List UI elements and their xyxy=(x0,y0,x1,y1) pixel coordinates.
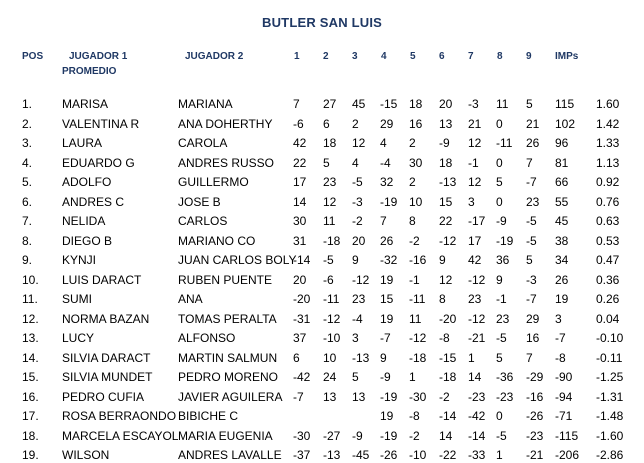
table-row xyxy=(0,252,644,268)
row-round-1-score: -7 xyxy=(293,389,304,404)
row-round-3-score: -12 xyxy=(352,272,370,287)
row-round-4-score: -19 xyxy=(380,428,398,443)
row-round-7-score: -14 xyxy=(468,428,486,443)
row-round-8-score: -19 xyxy=(496,233,514,248)
row-pos: 1. xyxy=(22,97,33,111)
table-row xyxy=(0,369,644,385)
row-pos: 2. xyxy=(22,116,33,131)
row-round-8-score: -36 xyxy=(496,370,514,384)
table-row xyxy=(0,155,644,171)
row-player1: SUMI xyxy=(62,292,92,306)
row-round-4-score: 19 xyxy=(380,311,394,326)
row-imps: -94 xyxy=(555,389,573,404)
row-average: -0.11 xyxy=(596,350,623,365)
row-round-6-score: -22 xyxy=(439,448,457,462)
header-round-6: 6 xyxy=(439,51,445,62)
row-player1: MARCELA ESCAYOL xyxy=(62,428,179,443)
row-round-9-score: -5 xyxy=(526,214,537,228)
row-round-7-score: -21 xyxy=(468,331,486,345)
row-round-7-score: -42 xyxy=(468,409,486,423)
row-player1: PEDRO CUFIA xyxy=(62,389,145,404)
row-round-7-score: 12 xyxy=(468,136,482,150)
row-round-9-score: 5 xyxy=(526,253,533,267)
header-round-7: 7 xyxy=(468,51,474,62)
row-round-9-score: 16 xyxy=(526,331,540,345)
row-round-9-score: -7 xyxy=(526,175,537,189)
row-round-5-score: 18 xyxy=(409,97,423,111)
row-round-1-score: -37 xyxy=(293,448,311,462)
row-round-6-score: 9 xyxy=(439,253,446,267)
row-round-4-score: -19 xyxy=(380,389,398,404)
row-round-6-score: -20 xyxy=(439,311,457,326)
row-round-7-score: 12 xyxy=(468,175,482,189)
row-player1: EDUARDO G xyxy=(62,155,135,170)
row-round-6-score: -8 xyxy=(439,331,450,345)
row-round-3-score: 23 xyxy=(352,292,366,306)
row-round-8-score: -9 xyxy=(496,214,507,228)
row-round-3-score: -3 xyxy=(352,194,363,209)
row-round-1-score: 30 xyxy=(293,214,307,228)
row-round-5-score: -8 xyxy=(409,409,420,423)
row-round-4-score: 4 xyxy=(380,136,387,150)
row-player1: KYNJI xyxy=(62,253,97,267)
row-round-9-score: -16 xyxy=(526,389,544,404)
header-player2: JUGADOR 2 xyxy=(185,51,244,62)
table-row xyxy=(0,194,644,210)
header-pos: POS xyxy=(22,51,44,62)
row-round-5-score: -12 xyxy=(409,331,427,345)
row-player2: CAROLA xyxy=(178,136,228,150)
row-round-2-score: 6 xyxy=(323,116,330,131)
row-round-6-score: -9 xyxy=(439,136,450,150)
row-round-9-score: 26 xyxy=(526,136,540,150)
row-round-1-score: 31 xyxy=(293,233,307,248)
row-imps: -206 xyxy=(555,448,580,462)
row-imps: 34 xyxy=(555,253,569,267)
row-round-6-score: 22 xyxy=(439,214,453,228)
row-round-9-score: -29 xyxy=(526,370,544,384)
row-round-7-score: 42 xyxy=(468,253,482,267)
row-round-8-score: -11 xyxy=(496,136,513,150)
row-round-3-score: 20 xyxy=(352,233,366,248)
row-round-1-score: -14 xyxy=(293,253,311,267)
header-round-5: 5 xyxy=(410,51,416,62)
row-round-8-score: 0 xyxy=(496,194,503,209)
row-round-4-score: 26 xyxy=(380,233,394,248)
row-average: -1.48 xyxy=(596,409,624,423)
row-round-8-score: 0 xyxy=(496,155,503,170)
row-round-5-score: 11 xyxy=(409,311,422,326)
row-round-1-score: -31 xyxy=(293,311,311,326)
row-round-4-score: 19 xyxy=(380,409,394,423)
row-round-5-score: 2 xyxy=(409,136,416,150)
header-round-1: 1 xyxy=(294,51,300,62)
row-round-3-score: 13 xyxy=(352,389,366,404)
row-player1: MARISA xyxy=(62,97,109,111)
row-round-3-score: -13 xyxy=(352,350,370,365)
row-round-1-score: 17 xyxy=(293,175,307,189)
table-row xyxy=(0,428,644,444)
row-round-4-score: -9 xyxy=(380,370,391,384)
row-round-5-score: -2 xyxy=(409,428,420,443)
row-round-1-score: 22 xyxy=(293,155,307,170)
row-pos: 12. xyxy=(22,311,39,326)
row-player1: DIEGO B xyxy=(62,233,113,248)
row-imps: -8 xyxy=(555,350,566,365)
row-round-8-score: 9 xyxy=(496,272,503,287)
row-player2: ANDRES RUSSO xyxy=(178,155,275,170)
table-row xyxy=(0,350,644,366)
row-round-1-score: 14 xyxy=(293,194,307,209)
row-round-7-score: -12 xyxy=(468,311,486,326)
row-round-9-score: 7 xyxy=(526,155,533,170)
row-round-8-score: -5 xyxy=(496,331,507,345)
row-average: 0.76 xyxy=(596,194,620,209)
row-round-3-score: -5 xyxy=(352,175,363,189)
row-round-5-score: -1 xyxy=(409,272,420,287)
row-player1: ANDRES C xyxy=(62,194,125,209)
row-round-4-score: 7 xyxy=(380,214,387,228)
row-average: 1.33 xyxy=(596,136,620,150)
row-round-1-score: -30 xyxy=(293,428,311,443)
row-average: 0.36 xyxy=(596,272,620,287)
row-round-6-score: 8 xyxy=(439,292,446,306)
row-imps: 38 xyxy=(555,233,569,248)
row-round-6-score: -15 xyxy=(439,350,457,365)
row-player2: RUBEN PUENTE xyxy=(178,272,273,287)
row-player1: WILSON xyxy=(62,448,110,462)
row-round-4-score: -32 xyxy=(380,253,398,267)
row-round-9-score: 29 xyxy=(526,311,540,326)
row-round-1-score: 6 xyxy=(293,350,300,365)
table-row xyxy=(0,408,644,424)
table-row xyxy=(0,311,644,327)
row-round-7-score: 1 xyxy=(468,350,475,365)
table-row xyxy=(0,233,644,249)
row-average: 1.42 xyxy=(596,116,620,131)
row-average: 0.53 xyxy=(596,233,620,248)
row-round-4-score: -26 xyxy=(380,448,398,462)
row-round-2-score: 12 xyxy=(323,194,337,209)
row-player1: NELIDA xyxy=(62,214,106,228)
row-pos: 14. xyxy=(22,350,39,365)
row-round-8-score: 11 xyxy=(496,97,509,111)
row-average: -1.25 xyxy=(596,370,624,384)
row-pos: 13. xyxy=(22,331,39,345)
row-player2: JOSE B xyxy=(178,194,221,209)
row-round-2-score: -18 xyxy=(323,233,341,248)
row-round-3-score: 2 xyxy=(352,116,359,131)
row-round-4-score: 32 xyxy=(380,175,394,189)
row-pos: 18. xyxy=(22,428,39,443)
table-row xyxy=(0,272,644,288)
row-average: -1.31 xyxy=(596,389,624,404)
row-round-3-score: -4 xyxy=(352,311,363,326)
row-round-7-score: -12 xyxy=(468,272,486,287)
row-pos: 6. xyxy=(22,194,33,209)
header-round-8: 8 xyxy=(497,51,503,62)
row-player2: ANDRES LAVALLE xyxy=(178,448,282,462)
row-round-1-score: -6 xyxy=(293,116,304,131)
row-round-1-score: 42 xyxy=(293,136,307,150)
row-pos: 11. xyxy=(22,292,38,306)
row-player1: LAURA xyxy=(62,136,103,150)
row-round-4-score: 19 xyxy=(380,272,394,287)
row-round-7-score: 3 xyxy=(468,194,475,209)
row-round-1-score: 7 xyxy=(293,97,300,111)
row-pos: 16. xyxy=(22,389,39,404)
row-average: 0.26 xyxy=(596,292,620,306)
row-round-6-score: -18 xyxy=(439,370,457,384)
table-row xyxy=(0,291,644,307)
row-round-6-score: 18 xyxy=(439,155,453,170)
row-round-4-score: -19 xyxy=(380,194,398,209)
row-player2: MARIA EUGENIA xyxy=(178,428,273,443)
row-round-9-score: 7 xyxy=(526,350,533,365)
row-pos: 4. xyxy=(22,155,33,170)
row-imps: -7 xyxy=(555,331,566,345)
table-row xyxy=(0,213,644,229)
row-round-8-score: 1 xyxy=(496,448,503,462)
row-imps: 81 xyxy=(555,155,569,170)
row-round-3-score: -9 xyxy=(352,428,363,443)
row-round-5-score: -30 xyxy=(409,389,427,404)
row-player1: NORMA BAZAN xyxy=(62,311,150,326)
row-round-8-score: 5 xyxy=(496,175,503,189)
row-round-7-score: -17 xyxy=(468,214,486,228)
row-round-6-score: 12 xyxy=(439,272,453,287)
row-imps: 102 xyxy=(555,116,576,131)
row-round-7-score: 17 xyxy=(468,233,482,248)
row-round-2-score: -6 xyxy=(323,272,334,287)
row-round-8-score: 5 xyxy=(496,350,503,365)
row-round-5-score: -18 xyxy=(409,350,427,365)
row-round-2-score: 13 xyxy=(323,389,337,404)
header-imps: IMPs xyxy=(555,51,579,62)
row-round-2-score: -13 xyxy=(323,448,341,462)
row-round-7-score: 14 xyxy=(468,370,482,384)
row-round-7-score: 23 xyxy=(468,292,482,306)
row-round-4-score: -4 xyxy=(380,155,391,170)
row-round-5-score: 1 xyxy=(409,370,416,384)
row-player2: BIBICHE C xyxy=(178,409,239,423)
row-imps: 115 xyxy=(555,97,575,111)
row-player2: PEDRO MORENO xyxy=(178,370,279,384)
header-round-2: 2 xyxy=(323,51,329,62)
header-average: PROMEDIO xyxy=(62,66,117,77)
row-round-8-score: -23 xyxy=(496,389,514,404)
row-round-6-score: 20 xyxy=(439,97,453,111)
row-average: -2.86 xyxy=(596,448,624,462)
row-round-5-score: 8 xyxy=(409,214,416,228)
row-round-9-score: -3 xyxy=(526,272,537,287)
row-player1: SILVIA MUNDET xyxy=(62,370,153,384)
row-round-7-score: -3 xyxy=(468,97,479,111)
row-round-8-score: 0 xyxy=(496,409,503,423)
row-pos: 19. xyxy=(22,448,39,462)
row-round-7-score: 21 xyxy=(468,116,482,131)
row-pos: 17. xyxy=(22,409,39,423)
row-average: 0.04 xyxy=(596,311,620,326)
row-round-9-score: -7 xyxy=(526,292,537,306)
table-row xyxy=(0,330,644,346)
row-round-9-score: -21 xyxy=(526,448,544,462)
row-round-9-score: -26 xyxy=(526,409,544,423)
row-round-3-score: 5 xyxy=(352,370,359,384)
page-title: BUTLER SAN LUIS xyxy=(262,15,382,30)
row-imps: -90 xyxy=(555,370,573,384)
row-player1: VALENTINA R xyxy=(62,116,140,131)
row-imps: 3 xyxy=(555,311,562,326)
table-row xyxy=(0,174,644,190)
row-average: 1.13 xyxy=(596,155,620,170)
row-imps: 26 xyxy=(555,272,569,287)
row-round-8-score: 36 xyxy=(496,253,510,267)
row-pos: 7. xyxy=(22,214,33,228)
row-round-8-score: 23 xyxy=(496,311,510,326)
header-round-4: 4 xyxy=(381,51,387,62)
row-player2: ANA DOHERTHY xyxy=(178,116,273,131)
row-round-3-score: -45 xyxy=(352,448,370,462)
row-imps: 45 xyxy=(555,214,569,228)
row-player2: JUAN CARLOS BOLY xyxy=(178,253,297,267)
row-round-2-score: 24 xyxy=(323,370,337,384)
row-round-5-score: 16 xyxy=(409,116,423,131)
row-round-2-score: -11 xyxy=(323,292,340,306)
header-player1: JUGADOR 1 xyxy=(69,51,128,62)
row-pos: 3. xyxy=(22,136,33,150)
row-round-2-score: 27 xyxy=(323,97,337,111)
row-player1: LUIS DARACT xyxy=(62,272,142,287)
row-player2: MARIANA xyxy=(178,97,233,111)
row-average: 1.60 xyxy=(596,97,620,111)
row-round-6-score: 14 xyxy=(439,428,453,443)
row-round-2-score: -10 xyxy=(323,331,341,345)
row-player2: JAVIER AGUILERA xyxy=(178,389,283,404)
row-round-6-score: 15 xyxy=(439,194,453,209)
row-average: 0.47 xyxy=(596,253,620,267)
table-row xyxy=(0,389,644,405)
row-pos: 5. xyxy=(22,175,33,189)
row-player2: TOMAS PERALTA xyxy=(178,311,277,326)
row-round-2-score: 5 xyxy=(323,155,330,170)
row-round-8-score: 0 xyxy=(496,116,503,131)
row-imps: 55 xyxy=(555,194,569,209)
row-round-1-score: -42 xyxy=(293,370,311,384)
row-round-8-score: -1 xyxy=(496,292,507,306)
row-round-3-score: -2 xyxy=(352,214,363,228)
row-round-7-score: -33 xyxy=(468,448,486,462)
row-round-5-score: -10 xyxy=(409,448,427,462)
row-round-1-score: 37 xyxy=(293,331,307,345)
row-round-3-score: 12 xyxy=(352,136,366,150)
row-round-4-score: 15 xyxy=(380,292,394,306)
row-round-5-score: -11 xyxy=(409,292,426,306)
row-round-3-score: 9 xyxy=(352,253,359,267)
row-round-5-score: 10 xyxy=(409,194,423,209)
row-average: 0.92 xyxy=(596,175,620,189)
row-player1: ADOLFO xyxy=(62,175,112,189)
row-player2: ALFONSO xyxy=(178,331,236,345)
row-round-4-score: 29 xyxy=(380,116,394,131)
row-pos: 15. xyxy=(22,370,39,384)
row-player1: LUCY xyxy=(62,331,95,345)
row-round-2-score: 10 xyxy=(323,350,337,365)
row-round-3-score: 45 xyxy=(352,97,366,111)
row-round-2-score: -27 xyxy=(323,428,341,443)
row-round-6-score: -13 xyxy=(439,175,457,189)
row-round-2-score: 11 xyxy=(323,214,336,228)
row-average: -1.60 xyxy=(596,428,624,443)
row-round-1-score: 20 xyxy=(293,272,307,287)
row-round-9-score: 5 xyxy=(526,97,533,111)
row-imps: 96 xyxy=(555,136,569,150)
row-round-6-score: -12 xyxy=(439,233,457,248)
row-player2: MARIANO CO xyxy=(178,233,256,248)
row-round-9-score: -5 xyxy=(526,233,537,248)
row-player2: GUILLERMO xyxy=(178,175,249,189)
row-round-5-score: 2 xyxy=(409,175,416,189)
row-round-9-score: 23 xyxy=(526,194,540,209)
row-player2: MARTIN SALMUN xyxy=(178,350,278,365)
row-round-5-score: -16 xyxy=(409,253,427,267)
header-round-3: 3 xyxy=(352,51,358,62)
row-round-1-score: -20 xyxy=(293,292,311,306)
table-row xyxy=(0,116,644,132)
row-round-9-score: 21 xyxy=(526,116,540,131)
row-round-3-score: 3 xyxy=(352,331,359,345)
row-imps: 19 xyxy=(555,292,569,306)
row-round-2-score: -5 xyxy=(323,253,334,267)
header-round-9: 9 xyxy=(526,51,532,62)
row-round-6-score: -2 xyxy=(439,389,450,404)
row-round-2-score: 18 xyxy=(323,136,337,150)
row-round-7-score: -23 xyxy=(468,389,486,404)
row-round-8-score: -5 xyxy=(496,428,507,443)
row-pos: 8. xyxy=(22,233,33,248)
row-round-2-score: -12 xyxy=(323,311,341,326)
row-imps: -71 xyxy=(555,409,573,423)
table-row xyxy=(0,447,644,463)
row-round-6-score: 13 xyxy=(439,116,453,131)
row-average: -0.10 xyxy=(596,331,624,345)
row-round-4-score: -15 xyxy=(380,97,398,111)
row-round-5-score: -2 xyxy=(409,233,420,248)
row-round-3-score: 4 xyxy=(352,155,359,170)
table-row xyxy=(0,135,644,151)
row-round-5-score: 30 xyxy=(409,155,423,170)
row-round-2-score: 23 xyxy=(323,175,337,189)
row-average: 0.63 xyxy=(596,214,620,228)
row-player1: ROSA BERRAONDO xyxy=(62,409,177,423)
row-round-7-score: -1 xyxy=(468,155,479,170)
row-player2: CARLOS xyxy=(178,214,228,228)
row-imps: 66 xyxy=(555,175,569,189)
row-pos: 10. xyxy=(22,272,39,287)
row-round-4-score: -7 xyxy=(380,331,391,345)
row-round-9-score: -23 xyxy=(526,428,544,443)
row-imps: -115 xyxy=(555,428,579,443)
row-player2: ANA xyxy=(178,292,203,306)
row-pos: 9. xyxy=(22,253,33,267)
table-row xyxy=(0,96,644,112)
row-round-4-score: 9 xyxy=(380,350,387,365)
row-round-6-score: -14 xyxy=(439,409,457,423)
row-player1: SILVIA DARACT xyxy=(62,350,151,365)
